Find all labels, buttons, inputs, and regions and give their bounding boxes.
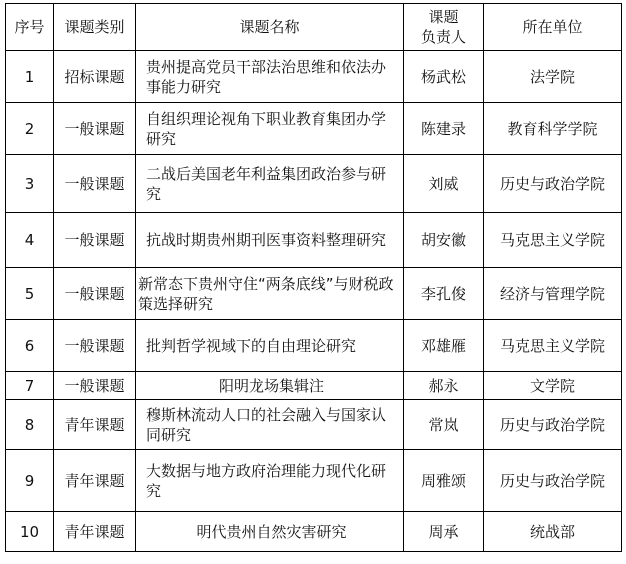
cell-unit: 法学院	[484, 51, 622, 103]
cell-name: 贵州提高党员干部法治思维和依法办事能力研究	[136, 51, 404, 103]
cell-category: 一般课题	[54, 320, 136, 372]
cell-leader: 邓雄雁	[404, 320, 484, 372]
cell-leader: 陈建录	[404, 103, 484, 155]
table-row	[6, 400, 622, 450]
header-unit: 所在单位	[484, 4, 622, 51]
cell-name: 抗战时期贵州期刊医事资料整理研究	[136, 213, 404, 268]
table-row	[6, 51, 622, 103]
header-category: 课题类别	[54, 4, 136, 51]
projects-table	[5, 3, 622, 552]
cell-category: 一般课题	[54, 268, 136, 320]
cell-index: 4	[6, 213, 54, 268]
cell-name: 大数据与地方政府治理能力现代化研究	[136, 450, 404, 512]
cell-leader: 杨武松	[404, 51, 484, 103]
cell-leader: 李孔俊	[404, 268, 484, 320]
cell-category: 青年课题	[54, 450, 136, 512]
cell-category: 青年课题	[54, 400, 136, 450]
cell-name: 自组织理论视角下职业教育集团办学研究	[136, 103, 404, 155]
cell-name: 批判哲学视域下的自由理论研究	[136, 320, 404, 372]
cell-index: 10	[6, 512, 54, 552]
cell-unit: 历史与政治学院	[484, 450, 622, 512]
table-row	[6, 103, 622, 155]
cell-unit: 历史与政治学院	[484, 155, 622, 213]
table-row	[6, 450, 622, 512]
cell-unit: 教育科学学院	[484, 103, 622, 155]
cell-unit: 历史与政治学院	[484, 400, 622, 450]
table-header-row	[6, 4, 622, 51]
cell-name: 阳明龙场集辑注	[136, 372, 404, 400]
cell-leader: 周承	[404, 512, 484, 552]
cell-index: 3	[6, 155, 54, 213]
cell-name: 新常态下贵州守住“两条底线”与财税政策选择研究	[136, 268, 404, 320]
cell-leader: 刘威	[404, 155, 484, 213]
cell-leader: 周雅颂	[404, 450, 484, 512]
table-row	[6, 268, 622, 320]
cell-index: 2	[6, 103, 54, 155]
cell-category: 一般课题	[54, 213, 136, 268]
table-row	[6, 213, 622, 268]
cell-category: 一般课题	[54, 372, 136, 400]
cell-category: 一般课题	[54, 103, 136, 155]
cell-unit: 马克思主义学院	[484, 213, 622, 268]
table-row	[6, 155, 622, 213]
cell-leader: 常岚	[404, 400, 484, 450]
cell-leader: 胡安徽	[404, 213, 484, 268]
cell-leader: 郝永	[404, 372, 484, 400]
table-row	[6, 320, 622, 372]
cell-name: 二战后美国老年利益集团政治参与研究	[136, 155, 404, 213]
cell-unit: 统战部	[484, 512, 622, 552]
header-index: 序号	[6, 4, 54, 51]
cell-index: 1	[6, 51, 54, 103]
cell-unit: 经济与管理学院	[484, 268, 622, 320]
cell-name: 明代贵州自然灾害研究	[136, 512, 404, 552]
cell-index: 7	[6, 372, 54, 400]
cell-name: 穆斯林流动人口的社会融入与国家认同研究	[136, 400, 404, 450]
table-row	[6, 512, 622, 552]
cell-index: 5	[6, 268, 54, 320]
table-row	[6, 372, 622, 400]
cell-unit: 文学院	[484, 372, 622, 400]
header-name: 课题名称	[136, 4, 404, 51]
cell-category: 青年课题	[54, 512, 136, 552]
cell-index: 6	[6, 320, 54, 372]
cell-category: 一般课题	[54, 155, 136, 213]
cell-index: 8	[6, 400, 54, 450]
header-leader: 课题 负责人	[404, 4, 484, 51]
cell-category: 招标课题	[54, 51, 136, 103]
cell-index: 9	[6, 450, 54, 512]
cell-unit: 马克思主义学院	[484, 320, 622, 372]
